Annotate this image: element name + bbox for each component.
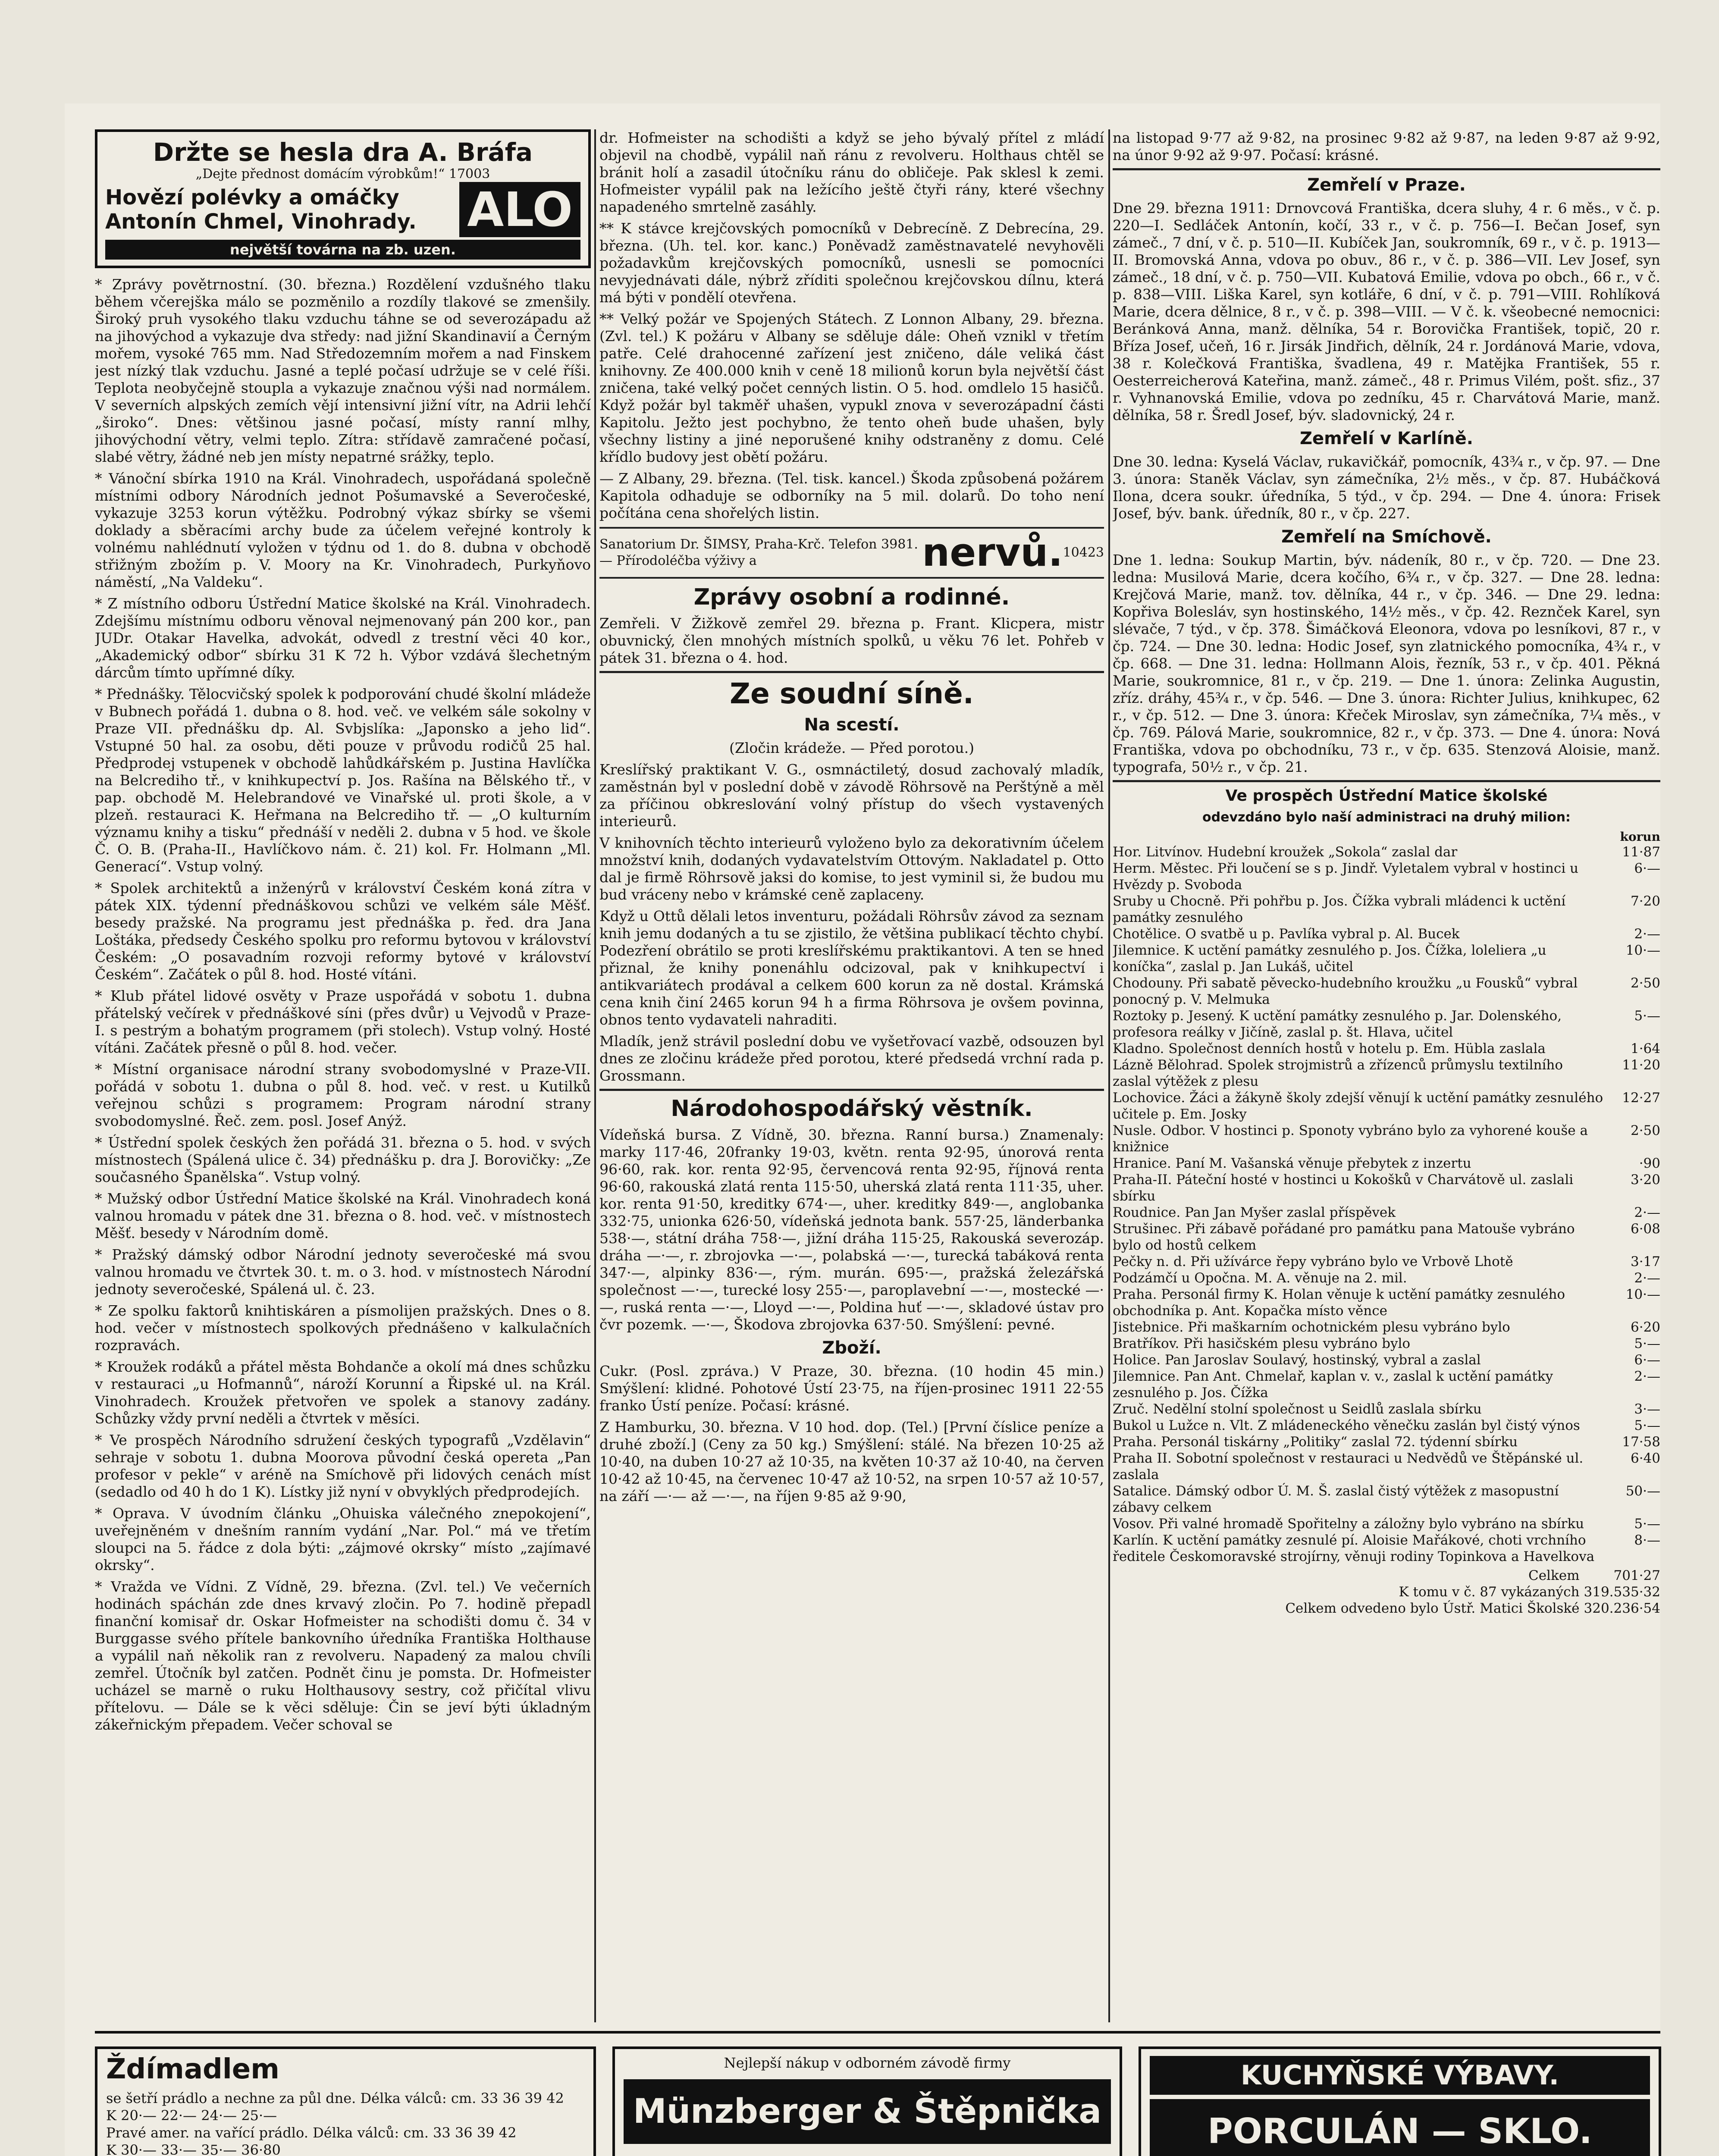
news-item: * Mužský odbor Ústřední Matice školské na Král. Vinohradech koná valnou hromadu v pátek dne 31. března o 8. hod. več. v místnostech Měšť. besedy v Národním domě. [95,1190,591,1241]
section-heading-deaths-smichov: Zemřelí na Smíchově. [1281,527,1492,547]
donation-amount: 11·87 [1622,844,1660,860]
wringer-title: Ždímadlem [106,2053,279,2085]
donation-text: Roudnice. Pan Jan Myšer zaslal příspěvek [1113,1205,1396,1220]
news-item: dr. Hofmeister na schodišti a když se jeho bývalý přítel z mládí objevil na chodbě, vypálil naň ránu z revolveru. Holthaus chtěl se bránit holí a zasadil útočníku ránu do obličeje. Pak sklesl k zemi. Hofmeister vypálil pak na ležícího ještě čtyři rány, které všechny napadeného smrtelně zasáhly. [599,129,1104,215]
brafa-advertisement [95,129,591,268]
deaths-karlin: Dne 30. ledna: Kyselá Václav, rukavičkář, pomocník, 43¾ r., v čp. 97. — Dne 3. února: Staněk Václav, syn zámečníka, 2½ měs., v čp. 87. Hubáčková Ilona, dcera soukr. úředníka, 5 týd., v čp. 294. — Dne 4. února: Frisek Josef, býv. bank. úředník, 80 r., v čp. 227. [1113,453,1660,522]
donation-amount: 10·— [1625,943,1660,958]
donation-text: Jistebnice. Při maškarním ochotnickém plesu vybráno bylo [1113,1319,1510,1335]
ad-product: Hovězí polévky a omáčky [105,185,399,210]
donation-amount: 2·— [1634,926,1660,942]
donation-amount: 10·— [1625,1287,1660,1302]
donation-text: Hor. Litvínov. Hudební kroužek „Sokola“ zaslal dar [1113,844,1458,860]
news-item: * Klub přátel lidové osvěty v Praze uspořádá v sobotu 1. dubna přátelský večírek v přednáškové síni (přes dvůr) u Vejvodů v Praze-I. s pestrým a bohatým programem (při stolech). Vstup volný. Hosté vítáni. Začátek přesně o půl 8. hod. večer. [95,987,591,1056]
donation-amount: 3·20 [1630,1172,1660,1188]
donation-row [1113,942,1660,975]
donation-amount: 3·17 [1630,1254,1660,1269]
total-amount: 319.535·32 [1584,1584,1660,1600]
donation-row [1113,1532,1660,1565]
donation-text: Vosov. Při valné hromadě Spořitelny a záložny bylo vybráno na sbírku [1113,1516,1584,1532]
donation-row [1113,1040,1660,1057]
column-2 [599,129,1104,2022]
ad-company: Antonín Chmel, Vinohrady. [105,210,417,234]
donation-row [1113,1352,1660,1368]
donation-text: Holice. Pan Jaroslav Soulavý, hostinský, vybral a zaslal [1113,1352,1481,1368]
donation-text: Podzámčí u Opočna. M. A. věnuje na 2. mil. [1113,1270,1407,1286]
news-item: * Vražda ve Vídni. Z Vídně, 29. března. (Zvl. tel.) Ve večerních hodinách spáchán zde dnes krvavý zločin. Po 7. hodině přepadl finanční komisař dr. Oskar Hofmeister na schodišti domu č. 34 v Burggasse svého přítele bankovního úředníka Františka Holthause a vypálil naň několik ran z revolveru. Napadený za malou chvíli zemřel. Útočník byl zatčen. Podnět činu je pomsta. Dr. Hofmeister ucházel se marně o ruku Holthausovy sestry, což přičítal vlivu přítelovu. — Dále se k věci sděluje: Čin se jeví býti úkladným zákeřnickým přepadem. Večer schoval se [95,1578,591,1733]
total-label: K tomu v č. 87 vykázaných [1399,1584,1580,1600]
donation-row [1113,1090,1660,1122]
donation-row [1113,893,1660,926]
donation-text: Pečky n. d. Při užívárce řepy vybráno bylo ve Vrbově Lhotě [1113,1254,1513,1269]
munzberger-name: Münzberger & Štěpnička [624,2079,1111,2144]
donation-row [1113,1057,1660,1090]
donation-text: Roztoky p. Jesený. K uctění památky zesnulého p. Jar. Dolenského, profesora reálky v Jičíně, zaslal p. št. Hlava, učitel [1113,1008,1562,1040]
donation-amount: 12·27 [1622,1090,1660,1106]
column-divider [1108,129,1110,2022]
donation-amount: 6·— [1634,861,1660,876]
kitchen-advertisement [1139,2046,1661,2156]
donations-subheading: odevzdáno bylo naší administraci na druhý milion: [1202,810,1571,825]
donation-row [1113,1401,1660,1417]
news-item: * Ústřední spolek českých žen pořádá 31. března o 5. hod. v svých místnostech (Spálená ulice č. 34) přednášku p. dra J. Borovičky: „Ze současného Španělska“. Vstup volný. [95,1134,591,1185]
court-subheading: Na scestí. [804,715,900,735]
donation-text: Jilemnice. K uctění památky zesnulého p. Jos. Čížka, loleliera „u koníčka“, zaslal p. Jan Lukáš, učitel [1113,943,1546,975]
bottom-advertisements [95,2031,1660,2156]
kitchen-hero: PORCULÁN — SKLO. [1150,2099,1650,2156]
donation-row [1113,1172,1660,1204]
sanatorium-number: 10423 [1063,545,1104,560]
news-item: * Místní organisace národní strany svobodomyslné v Praze-VII. pořádá v sobotu 1. dubna o půl 8. hod. več. v rest. u Kutilků veřejnou schůzi s programem: Program národní strany svobodomyslné. Řeč. zem. posl. Josef Anýž. [95,1061,591,1129]
donation-amount: 5·— [1634,1336,1660,1351]
donation-amount: 1·64 [1630,1041,1660,1056]
donation-text: Bratříkov. Při hasičském plesu vybráno bylo [1113,1336,1411,1351]
news-item: * Z místního odboru Ústřední Matice školské na Král. Vinohradech. Zdejšímu místnímu odboru věnoval nejmenovaný pán 200 kor., pan JUDr. Otakar Havelka, advokát, odvedl z trestní věci 40 kor., „Akademický odbor“ sbírku 31 K 72 h. Výbor vzdává šlechetným dárcům tímto upřímné díky. [95,595,591,681]
deaths-prague: Dne 29. března 1911: Drnovcová Františka, dcera sluhy, 4 r. 6 měs., v č. p. 220—I. Sedláček Antonín, kočí, 33 r., v č. p. 756—I. Bečan Josef, syn zámeč., 7 dní, v č. p. 510—II. Kubíček Jan, soukromník, 69 r., v č. p. 1913—II. Bromovská Anna, vdova po obuv., 86 r., v č. p. 386—VII. Lev Josef, syn zámeč., 18 dní, v č. p. 750—VII. Kubatová Emilie, vdova po obch., 66 r., v č. p. 838—VIII. Liška Karel, syn kotláře, 6 dní, v č. p. 791—VIII. Rohlíková Marie, dcera dělnice, 8 r., v č. p. 398—VIII. — V č. k. všeobecné nemocnici: Beránková Anna, manž. dělníka, 54 r. Borovička František, topič, 20 r. Bříza Josef, učeň, 16 r. Jirsák Jindřich, dělník, 24 r. Jordánová Marie, vdova, 38 r. Kolečková Františka, švadlena, 49 r. Matějka František, 55 r. Oesterreicherová Kateřina, manž. zámeč., 48 r. Primus Vilém, pošt. sfiz., 37 r. Vyhnanovská Emilie, vdova po zedníku, 45 r. Charvátová Marie, manž. dělníka, 58 r. Šredl Josef, býv. sladovnický, 24 r. [1113,200,1660,423]
donation-amount: 2·— [1634,1205,1660,1220]
wringer-advertisement [95,2046,596,2156]
sanatorium-word: nervů. [922,530,1063,575]
donation-amount: 2·— [1634,1270,1660,1286]
news-item: ** K stávce krejčovských pomocníků v Debrecíně. Z Debrecína, 29. března. (Uh. tel. kor. kanc.) Poněvadž zaměstnavatelé nevyhověli požadavkům krejčovských pomocníků, usnesli se pomocníci nevyjednávati dále, nýbrž zříditi společnou krejčovskou dílnu, která má býti v pondělí otevřena. [599,220,1104,306]
donation-amount: 6·08 [1630,1221,1660,1237]
donation-amount: ·90 [1639,1156,1660,1171]
news-item: * Kroužek rodáků a přátel města Bohdanče a okolí má dnes schůzku v restauraci „u Hofmannů“, nároží Korunní a Řipské ul. na Král. Vinohradech. Kroužek přetvořen ve spolek a stanovy zadány. Schůzky vždy první neděli a čtvrtek v měsíci. [95,1358,591,1427]
donation-amount: 17·58 [1622,1434,1660,1450]
news-item: ** Velký požár ve Spojených Státech. Z Lonnon Albany, 29. března. (Zvl. tel.) K požáru v Albany se sděluje dále: Oheň vznikl v třetím patře. Celé drahocenné zařízení jest zničeno, dále veliká část knihovny. Ze 400.000 knih v ceně 18 milionů korun byla největší část zničena, také velký počet cenných listin. O 5. hod. omdlelo 15 hasičů. Když požár byl takměř uhašen, vypukl znova v severozápadní části Kapitolu. Ježto jest pochybno, že tento oheň bude uhašen, byly všechny listiny a jiné neporušené knihy odstraněny z domu. Celé křídlo budovy jest obětí požáru. [599,310,1104,465]
kitchen-title: KUCHYŇSKÉ VÝBAVY. [1150,2056,1650,2095]
donation-amount: 6·40 [1630,1451,1660,1466]
deaths-smichov: Dne 1. ledna: Soukup Martin, býv. nádeník, 80 r., v čp. 720. — Dne 23. ledna: Musilová Marie, dcera kočího, 6¾ r., v čp. 327. — Dne 28. ledna: Krejčová Marie, manž. tov. dělníka, 44 r., v čp. 346. — Dne 29. ledna: Kopřiva Bolesláv, syn hostinského, 14½ měs., v čp. 42. Reznček Karel, syn slévače, 7 týd., v čp. 378. Šimáčková Eleonora, vdova po lesníkovi, 87 r., v čp. 724. — Dne 30. ledna: Hodic Josef, syn zlatnického pomocníka, 4¾ r., v čp. 668. — Dne 31. ledna: Hollmann Alois, řezník, 53 r., v čp. 401. Pěkná Marie, soukromnice, 81 r., v čp. 219. — Dne 1. února: Zelinka Augustin, zříz. dráhy, 45¾ r., v čp. 546. — Dne 3. února: Richter Julius, knihkupec, 62 r., v čp. 512. — Dne 3. února: Křeček Miroslav, syn zámečníka, 7¼ měs., v čp. 769. Pálová Marie, soukromnice, 82 r., v čp. 373. — Dne 4. února: Nová Františka, vdova po obchodníku, 73 r., v čp. 635. Stenzová Aloisie, manž. typografa, 50½ r., v čp. 21. [1113,552,1660,775]
donation-text: Strušinec. Při zábavě pořádané pro památku pana Matouše vybráno bylo od hostů celkem [1113,1221,1575,1253]
total-label: Celkem [1528,1568,1580,1583]
goods-paragraph: Cukr. (Posl. zpráva.) V Praze, 30. března. (10 hodin 45 min.) Smýšlení: klidné. Pohotové Ústí 23·75, na říjen-prosinec 1911 22·55 franko Ústí peníze. Počasí: krásné. [599,1363,1104,1414]
donation-row [1113,1483,1660,1516]
news-item: — Z Albany, 29. března. (Tel. tisk. kancel.) Škoda způsobená požárem Kapitola odhaduje se odborníky na 5 mil. dolarů. Do toho není počítána cena shořelých listin. [599,470,1104,521]
section-heading-court: Ze soudní síně. [730,677,974,710]
donation-row [1113,860,1660,893]
donation-amount: 6·20 [1630,1319,1660,1335]
donation-text: Bukol u Lužce n. Vlt. Z mládeneckého věnečku zaslán byl čistý výnos [1113,1418,1580,1433]
donation-text: Chodouny. Při sabatě pěvecko-hudebního kroužku „u Fousků“ vybral ponocný p. V. Melmuka [1113,975,1578,1007]
donation-row [1113,1204,1660,1221]
munzberger-top: Nejlepší nákup v odborném závodě firmy [724,2055,1011,2071]
news-item: * Přednášky. Tělocvičský spolek k podporování chudé školní mládeže v Bubnech pořádá 1. dubna o 8. hod. več. ve velkém sále sokolny v Praze VII. přednášku dp. Al. Svbjslíka: „Japonsko a jeho lid“. Vstupné 50 hal. za osobu, děti pouze v průvodu rodičů 25 hal. Předprodej vstupenek v obchodě lahůdkářském p. Justina Havlíčka na Belcrediho tř., v knihkupectví p. Jos. Rašína na Bělského tř., v pap. obchodě M. Helebrandové ve Vinařské ul. proti škole, a v plzeň. restauraci K. Heřmana na Belcrediho tř. — „O kulturním významu knihy a tisku“ přednáší v neděli 2. dubna v 5 hod. ve škole Č. O. B. (Praha-II., Havlíčkovo nám. č. 21) kol. Fr. Holmann „Ml. Generací“. Vstup volný. [95,686,591,875]
news-item: * Ze spolku faktorů knihtiskáren a písmolijen pražských. Dnes o 8. hod. večer v místnostech spolkových přednášeno v kalkulačních rozpravách. [95,1302,591,1354]
donation-row [1113,1008,1660,1040]
divider [1113,780,1660,782]
donation-amount: 6·— [1634,1352,1660,1368]
ad-tagline: největší továrna na zb. uzen. [105,240,580,260]
donation-row [1113,1155,1660,1172]
donation-row [1113,1286,1660,1319]
col1-news [95,276,591,1733]
total-amount: 320.236·54 [1584,1601,1660,1616]
donation-text: Zruč. Nedělní stolní společnost u Seidlů zaslala sbírku [1113,1401,1482,1417]
sanatorium-text: Sanatorium Dr. ŠIMSY, Praha-Krč. Telefon 3981. — Přírodoléčba výživy a [599,537,918,568]
munzberger-contacts [615,2147,1120,2156]
donation-text: Sruby u Chocně. Při pohřbu p. Jos. Čížka vybrali mládenci k uctění památky zesnulého [1113,893,1566,925]
donation-text: Nusle. Odbor. V hostinci p. Sponoty vybráno bylo za vyhorené kouše a knižnice [1113,1123,1588,1155]
wringer-line: se šetří prádlo a nechne za půl dne. Délka válců: cm. 33 36 39 42 [106,2090,564,2106]
court-paragraph: Mladík, jenž strávil poslední dobu ve vyšetřovací vazbě, odsouzen byl dnes ze zločinu krádeže před porotou, které předsedá vrchní rada p. Grossmann. [599,1033,1104,1084]
sanatorium-advertisement [599,527,1104,579]
donation-text: Herm. Městec. Při loučení se s p. Jindř. Vyletalem vybral v hostinci u Hvězdy p. Svoboda [1113,861,1578,893]
donation-row [1113,1516,1660,1532]
wringer-line: K 30·— 33·— 35·— 36·80 [106,2142,281,2156]
donation-row [1113,1417,1660,1434]
donation-amount: 2·50 [1630,1123,1660,1138]
ad-headline: Držte se hesla dra A. Bráfa [153,138,533,167]
donation-row [1113,975,1660,1008]
donation-row [1113,1270,1660,1286]
donation-text: Lochovice. Žáci a žákyně školy zdejší věnují k uctění památky zesnulého učitele p. Em. Josky [1113,1090,1603,1122]
donation-text: Chotělice. O svatbě u p. Pavlíka vybral p. Al. Bucek [1113,926,1460,942]
donation-text: Lázně Bělohrad. Spolek strojmistrů a zřízenců průmyslu textilního zaslal výtěžek z plesu [1113,1057,1563,1089]
divider [599,671,1104,673]
court-paragraph: Kreslířský praktikant V. G., osmnáctiletý, dosud zachovalý mladík, zaměstnán byl v poslední době v závodě Röhrsově na Perštýně a měl za příčinou obkreslování volný přístup do všech vystavených interieurů. [599,761,1104,830]
ad-brand-logo: ALO [459,182,580,237]
donation-amount: 3·— [1634,1401,1660,1417]
wringer-line: Pravé amer. na vařící prádlo. Délka válců: cm. 33 36 39 42 [106,2125,517,2141]
section-heading-deaths-prague: Zemřelí v Praze. [1307,175,1466,195]
ad-main-row [105,182,580,237]
donation-text: Praha. Personál tiskárny „Politiky“ zaslal 72. týdenní sbírku [1113,1434,1518,1450]
total-label: Celkem odvedeno bylo Ústř. Matici Školské [1285,1601,1580,1616]
column-divider [594,129,596,2022]
donation-amount: 2·— [1634,1369,1660,1384]
ad-quote: „Dejte přednost domácím výrobkům!“ 17003 [195,166,490,182]
court-subtitle: (Zločin krádeže. — Před porotou.) [729,740,974,756]
divider [599,1089,1104,1091]
donation-row [1113,1253,1660,1270]
donation-row [1113,1335,1660,1352]
news-item: * Oprava. V úvodním článku „Ohuiska válečného znepokojení“, uveřejněném v dnešním ranním vydání „Nar. Pol.“ má ve třetím sloupci na 5. řádce z dola býti: „zájmové okrsky“ místo „zajímavé okrsky“. [95,1505,591,1573]
donation-amount: 8·— [1634,1532,1660,1548]
donations-totals [1113,1567,1660,1617]
donation-row [1113,1368,1660,1401]
donation-amount: 5·— [1634,1418,1660,1433]
munzberger-advertisement [612,2046,1122,2156]
news-item: * Vánoční sbírka 1910 na Král. Vinohradech, uspořádaná společně místními odbory Národních jednot Pošumavské a Severočeské, vykazuje 3253 korun výtěžku. Podrobný výkaz sbírky se všemi doklady a sběracími archy bude za účelem veřejné kontroly k volnému nahlédnutí vyložen v týdnu od 1. do 8. dubna v obchodě střižným zbožím p. V. Moory na Kr. Vinohradech, Purkyňovo náměstí, „Na Valdeku“. [95,470,591,590]
news-item: * Pražský dámský odbor Národní jednoty severočeské má svou valnou hromadu ve čtvrtek 30. t. m. o 3. hod. v místnostech Národní jednoty severočeské, Spálená ul. č. 23. [95,1246,591,1297]
section-heading-economy: Národohospodářský věstník. [671,1096,1033,1122]
donations-table [1113,844,1660,1565]
total-row [1113,1567,1660,1584]
news-item: * Zprávy povětrnostní. (30. března.) Rozdělení vzdušného tlaku během včerejška málo se pozměnilo a rozdíly tlakové se zmenšily. Široký pruh vysokého tlaku vzduchu táhne se od severozápadu až na jihovýchod a vykazuje dva středy: nad jižní Skandinavií a Černým mořem, vysoké 765 mm. Nad Středozemním mořem a nad Finskem jest nízký tlak vzduchu. Jasné a teplé počasí udržuje se v celé říši. Teplota neobyčejně stoupla a vykazuje značnou výši nad normálem. V severních alpských zemích vějí intensivní jižní vítr, na Adrii lehčí „široko“. Dnes: většinou jasné počasí, místy ranní mlhy, jihovýchodní větry, velmi teplo. Zítra: střídavě zamračené počasí, slabé větry, žádné neb jen místy nepatrné srážky, teplo. [95,276,591,465]
column-3 [1113,129,1660,2022]
donation-row [1113,1122,1660,1155]
total-amount: 701·27 [1613,1568,1660,1583]
donation-text: Praha. Personál firmy K. Holan věnuje k uctění památky zesnulého obchodníka p. Ant. Kopačka místo věnce [1113,1287,1565,1319]
personal-news: Zemřeli. V Žižkově zemřel 29. března p. Frant. Klicpera, mistr obuvnický, člen mnohých místních spolků, u věku 76 let. Pohřeb v pátek 31. března o 4. hod. [599,615,1104,666]
column-1 [95,129,591,2022]
donation-amount: 7·20 [1630,893,1660,909]
donation-text: Hranice. Paní M. Vašanská věnuje přebytek z inzertu [1113,1156,1471,1171]
market-continuation: na listopad 9·77 až 9·82, na prosinec 9·82 až 9·87, na leden 9·87 až 9·92, na únor 9·92 až 9·97. Počasí: krásné. [1113,129,1660,163]
donation-amount: 5·— [1634,1516,1660,1532]
donation-text: Praha-II. Páteční hosté v hostinci u Kokošků v Charvátově ul. zaslali sbírku [1113,1172,1574,1204]
court-paragraph: V knihovních těchto interieurů vyloženo bylo za dekorativním účelem množství knih, dodaných vydavatelstvím Ottovým. Nakladatel p. Otto dal je firmě Röhrsově jaksi do komise, to jest vyminil si, že budou mu bud vráceny nebo v krámské ceně zaplaceny. [599,834,1104,903]
newspaper-page [65,103,1660,2156]
donation-text: Karlín. K uctění památky zesnulé pí. Aloisie Mařákové, choti vrchního ředitele Českomoravské strojírny, věnuji rodiny Topinkova a Havelkova [1113,1532,1595,1564]
news-item: * Ve prospěch Národního sdružení českých typografů „Vzdělavin“ sehraje v sobotu 1. dubna Moorova původní česká opereta „Pan profesor v pekle“ v aréně na Smíchově při lidových cenách míst (sedadlo od 40 h do 1 K). Lístky již nyní v obvyklých předprodejích. [95,1432,591,1500]
divider [1113,168,1660,170]
total-row [1113,1600,1660,1617]
donation-row [1113,926,1660,942]
donation-amount: 2·50 [1630,975,1660,991]
section-heading-deaths-karlin: Zemřelí v Karlíně. [1300,429,1473,448]
goods-paragraph: Z Hamburku, 30. března. V 10 hod. dop. (Tel.) [První číslice peníze a druhé zboží.] (Ceny za 50 kg.) Smýšlení: stálé. Na březen 10·25 až 10·40, na duben 10·27 až 10·35, na květen 10·37 až 10·40, na červen 10·42 až 10·45, na červenec 10·47 až 10·52, na srpen 10·57 až 10·57, na září —·— až —·—, na říjen 9·85 až 9·90, [599,1419,1104,1504]
donation-text: Kladno. Společnost denních hostů v hotelu p. Em. Hübla zaslala [1113,1041,1546,1056]
goods-heading: Zboží. [822,1338,881,1358]
donation-amount: 50·— [1625,1483,1660,1499]
donation-text: Jilemnice. Pan Ant. Chmelař, kaplan v. v., zaslal k uctění památky zesnulého p. Jos. Čížka [1113,1369,1553,1401]
donation-row [1113,1450,1660,1483]
donation-row [1113,1434,1660,1450]
donation-row [1113,1319,1660,1335]
economy-paragraph: Vídeňská bursa. Z Vídně, 30. března. Ranní bursa.) Znamenaly: marky 117·46, 20franky 19·03, květn. renta 92·95, únorová renta 96·60, rak. kor. renta 92·95, červencová renta 92·95, říjnová renta 96·60, rakouská zlatá renta 115·50, uherská zlatá renta 111·35, uher. kor. renta 91·50, kreditky 674·—, uher. kreditky 849·—, anglobanka 332·75, unionka 626·50, vídeňská jednota bank. 557·25, länderbanka 538·—, státní dráha 758·—, jižní dráha 115·25, Rakouská severozáp. dráha —·—, r. zbrojovka —·—, polabská —·—, turecká tabáková renta 347·—, alpinky 836·—, rým. murán. 695·—, pražská železářská společnost —·—, turecké losy 255·—, paroplavební —·—, mostecké —·—, ruská renta —·—, Lloyd —·—, Poldina huť —·—, skladové ústav pro čvr pozemk. —·—, Škodova zbrojovka 637·50. Smýšlení: pevné. [599,1126,1104,1333]
total-row [1113,1584,1660,1600]
donation-text: Praha II. Sobotní společnost v restauraci u Nedvědů ve Štěpánské ul. zaslala [1113,1451,1584,1482]
wringer-line: K 20·— 22·— 24·— 25·— [106,2107,277,2124]
section-heading-donations: Ve prospěch Ústřední Matice školské [1225,787,1548,805]
donations-unit-label: korun [1620,830,1660,844]
news-item: * Spolek architektů a inženýrů v království Českém koná zítra v pátek XIX. týdenní přednáškovou schůzi ve velkém sále Měšť. besedy pražské. Na programu jest přednáška p. řed. dra Jana Loštáka, předsedy Českého spolku pro reformu bytovou v království Českém: „O posavadním rozvoji reformy bytové v království Českém“. Začátek o půl 8. hod. Hosté vítáni. [95,880,591,983]
donation-row [1113,844,1660,860]
donation-amount: 11·20 [1622,1057,1660,1073]
donation-text: Satalice. Dámský odbor Ú. M. Š. zaslal čistý výtěžek z masopustní zábavy celkem [1113,1483,1559,1515]
section-heading-personal: Zprávy osobní a rodinné. [693,584,1010,610]
donation-amount: 5·— [1634,1008,1660,1024]
donation-row [1113,1221,1660,1253]
court-paragraph: Když u Ottů dělali letos inventuru, požádali Röhrsův závod za seznam knih jemu dodaných a tu se zjistilo, že většina publikací těchto chybí. Podezření obrátilo se proti kreslířskému praktikantovi. A ten se hned přiznal, že knihy ponenáhlu odcizoval, pak v knihkupectví i antikvariátech prodával a celkem 600 korun za ně dostal. Krámská cena knih činí 2465 korun 94 h a firma Röhrsova je ovšem povinna, obnos tento vydavateli nahraditi. [599,908,1104,1028]
